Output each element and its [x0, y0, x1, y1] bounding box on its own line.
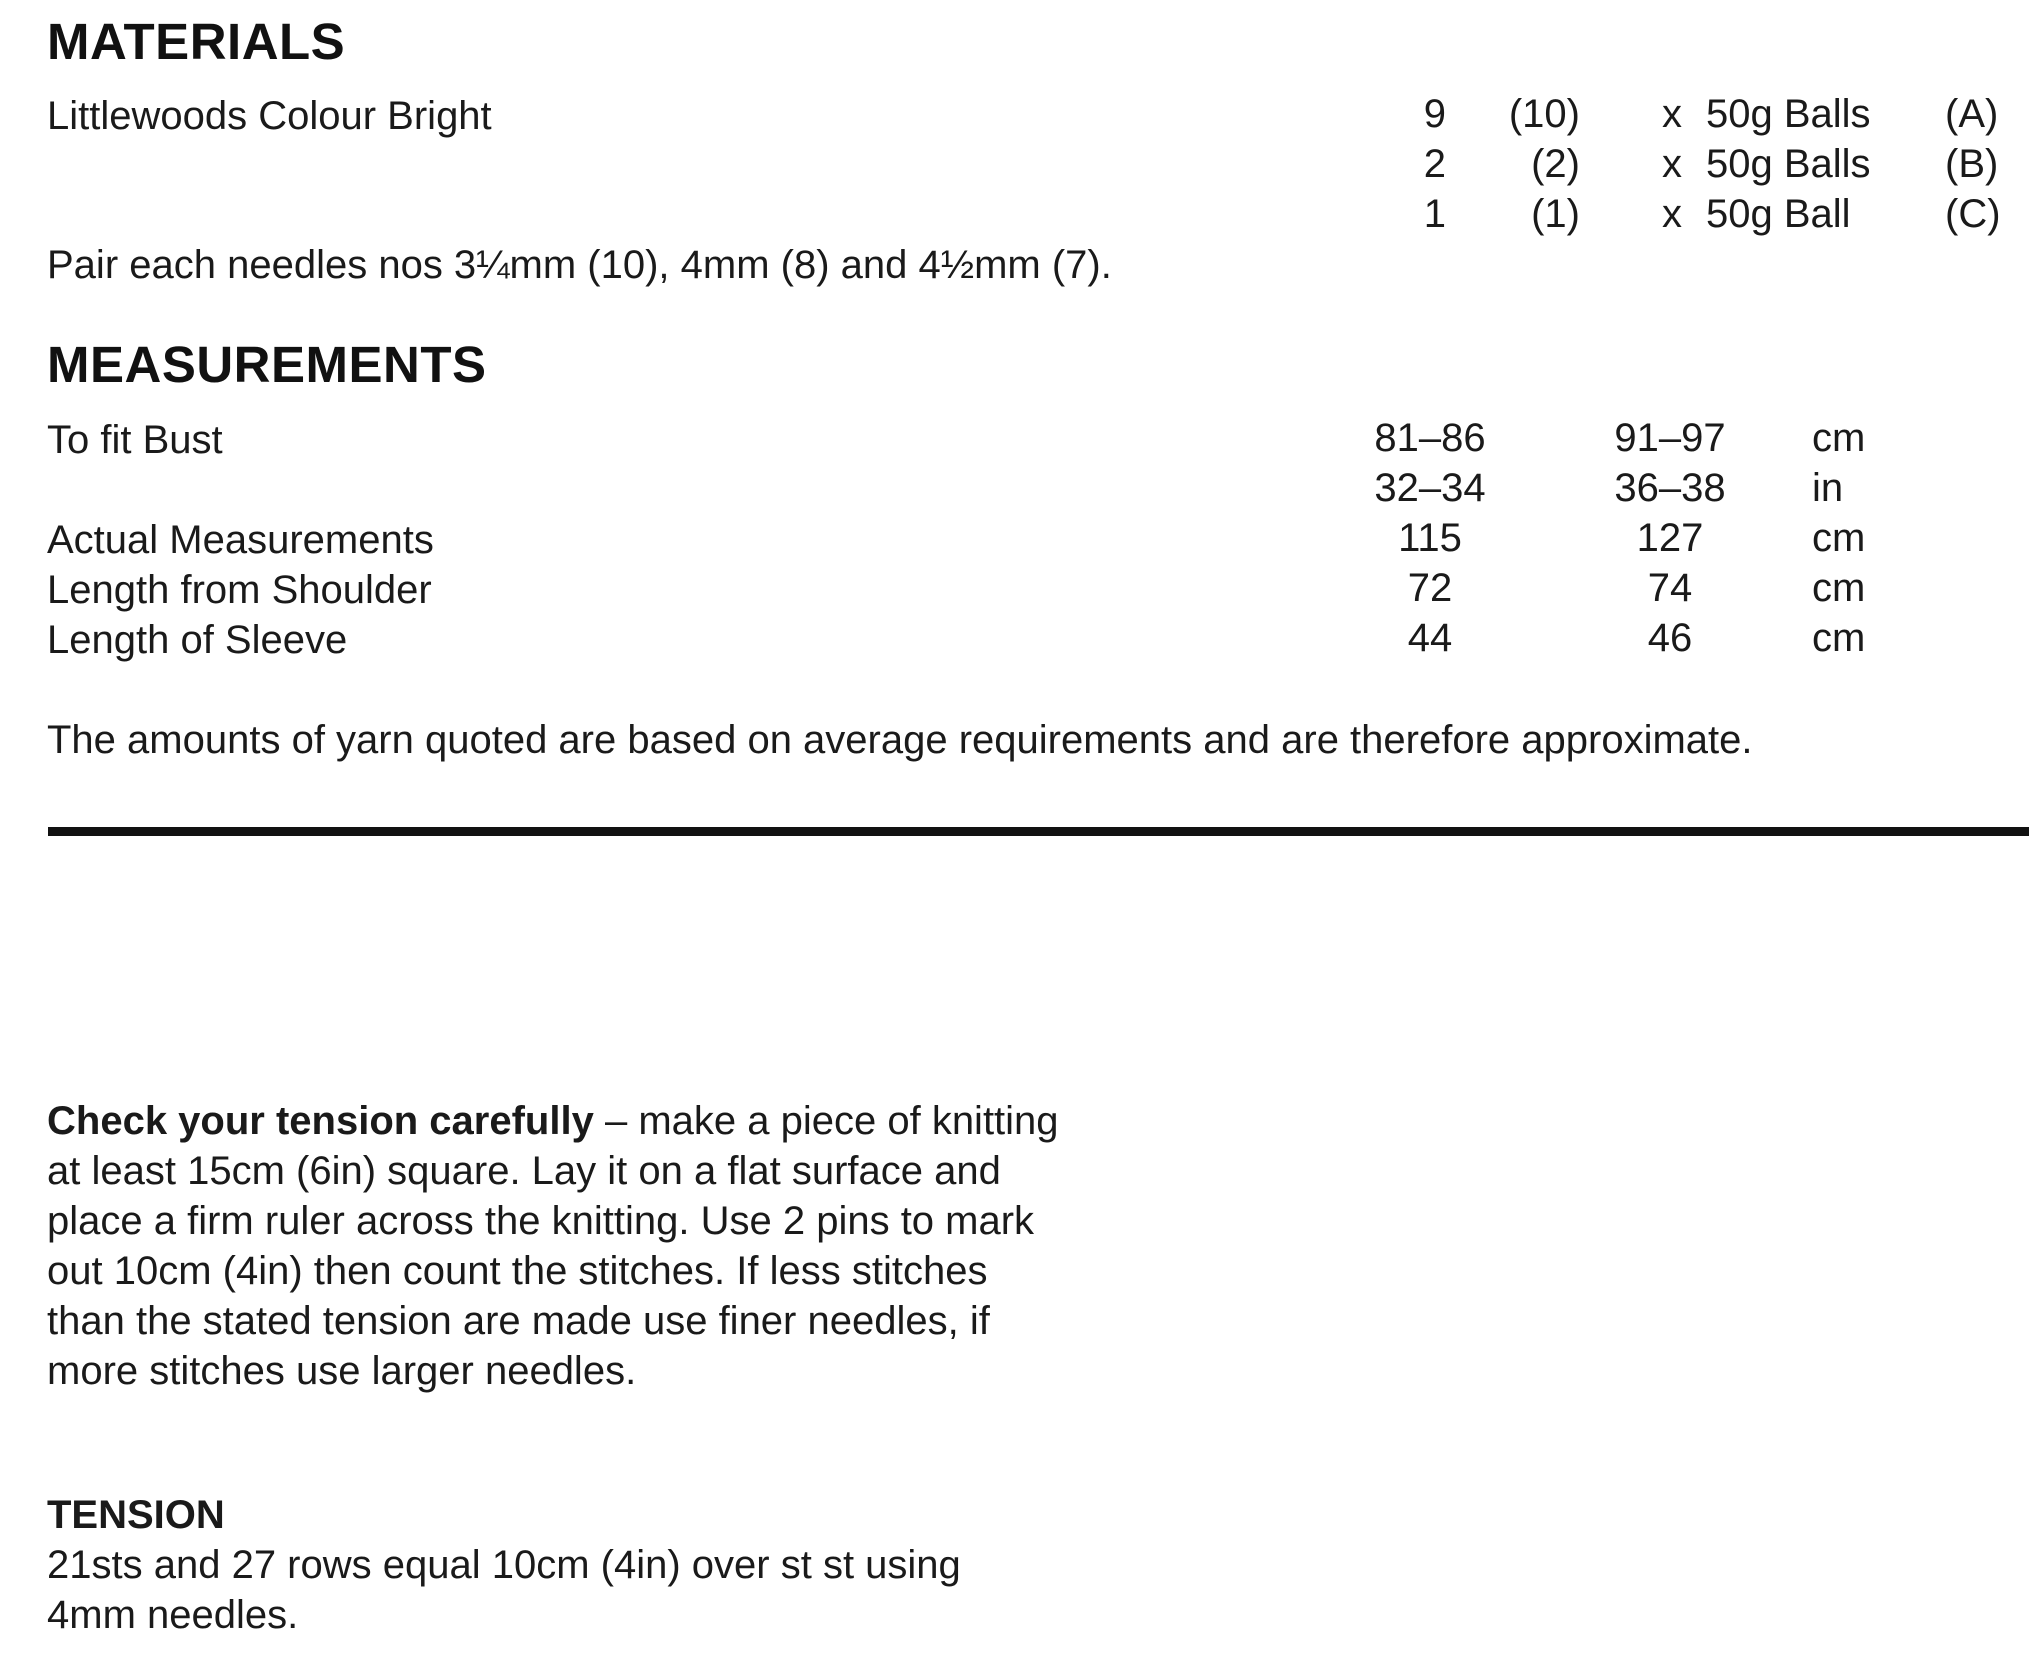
- measurement-size2: 91–97: [1614, 416, 1726, 460]
- measurement-label: Length from Shoulder: [47, 568, 432, 612]
- tension-check-line: – make a piece of knitting: [593, 1099, 1059, 1143]
- section-divider: [48, 827, 2029, 836]
- yarn-label: Littlewoods Colour Bright: [47, 94, 492, 138]
- colour-code: (B): [1945, 142, 1999, 186]
- qty-size1: 9: [1423, 92, 1446, 136]
- measurement-size1: 32–34: [1374, 466, 1486, 510]
- times-sign: x: [1662, 142, 1682, 186]
- measurement-size2: 46: [1647, 616, 1693, 660]
- measurement-size2: 74: [1647, 566, 1693, 610]
- times-sign: x: [1662, 92, 1682, 136]
- measurement-unit: cm: [1812, 516, 1866, 560]
- measurement-label: Actual Measurements: [47, 518, 434, 562]
- qty-size2: (2): [1531, 142, 1580, 186]
- measurement-size1: 81–86: [1374, 416, 1486, 460]
- tension-check-line: place a firm ruler across the knitting. Use 2 pins to mark: [47, 1199, 1035, 1243]
- tension-line: 21sts and 27 rows equal 10cm (4in) over st st using: [47, 1543, 961, 1587]
- materials-heading: MATERIALS: [47, 13, 346, 70]
- qty-size2: (10): [1508, 92, 1580, 136]
- tension-heading: TENSION: [47, 1493, 225, 1537]
- yarn-note: The amounts of yarn quoted are based on average requirements and are therefore approximate.: [47, 718, 1753, 762]
- needles-line: Pair each needles nos 3¼mm (10), 4mm (8) and 4½mm (7).: [47, 243, 1112, 287]
- colour-code: (C): [1945, 192, 2001, 236]
- tension-check-line: than the stated tension are made use finer needles, if: [47, 1299, 990, 1343]
- times-sign: x: [1662, 192, 1682, 236]
- qty-size1: 2: [1423, 142, 1446, 186]
- ball-unit: 50g Balls: [1706, 92, 1871, 136]
- qty-size2: (1): [1531, 192, 1580, 236]
- tension-check-paragraph: [47, 1096, 1187, 1396]
- measurement-size1: 44: [1407, 616, 1453, 660]
- tension-check-lead: Check your tension carefully: [47, 1099, 594, 1143]
- measurement-size1: 72: [1407, 566, 1453, 610]
- measurements-heading: MEASUREMENTS: [47, 336, 487, 393]
- ball-unit: 50g Ball: [1706, 192, 1851, 236]
- measurement-size2: 127: [1636, 516, 1704, 560]
- measurement-size1: 115: [1398, 516, 1462, 560]
- tension-check-line: more stitches use larger needles.: [47, 1349, 637, 1393]
- tension-check-line: out 10cm (4in) then count the stitches. If less stitches: [47, 1249, 988, 1293]
- measurement-unit: in: [1812, 466, 1844, 510]
- tension-line: 4mm needles.: [47, 1593, 299, 1637]
- qty-size1: 1: [1423, 192, 1446, 236]
- ball-unit: 50g Balls: [1706, 142, 1871, 186]
- measurement-label: Length of Sleeve: [47, 618, 348, 662]
- measurement-unit: cm: [1812, 616, 1866, 660]
- tension-check-line: at least 15cm (6in) square. Lay it on a flat surface and: [47, 1149, 1001, 1193]
- measurement-label: To fit Bust: [47, 418, 223, 462]
- tension-paragraph: [47, 1540, 1187, 1640]
- measurement-size2: 36–38: [1614, 466, 1726, 510]
- measurement-unit: cm: [1812, 566, 1866, 610]
- colour-code: (A): [1945, 92, 1999, 136]
- measurement-unit: cm: [1812, 416, 1866, 460]
